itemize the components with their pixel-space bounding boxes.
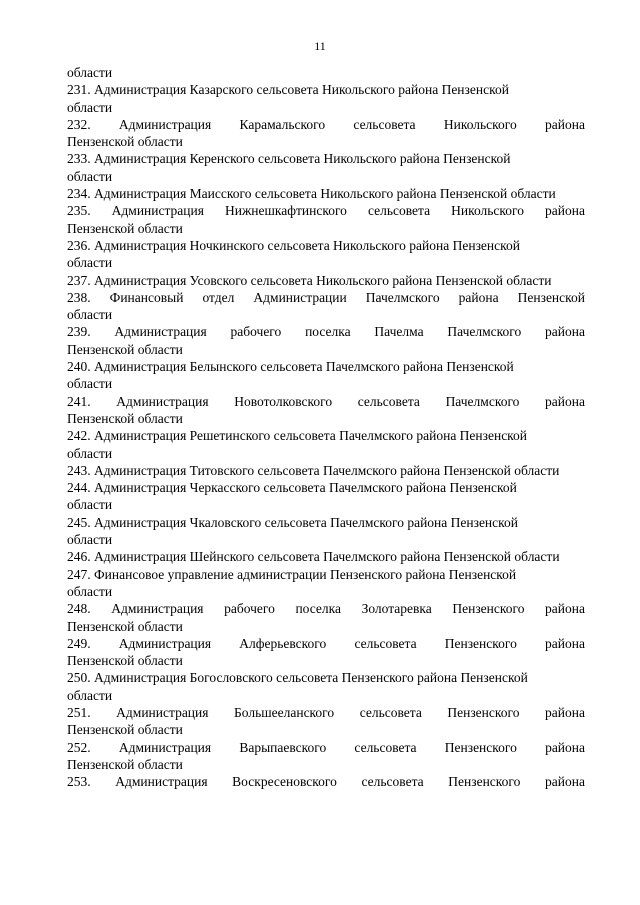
list-item-word: 252. xyxy=(67,739,91,755)
list-item-line: Пензенской области xyxy=(67,341,183,357)
list-item-word: Большееланского xyxy=(234,704,335,720)
list-item-word: рабочего xyxy=(224,601,275,617)
list-item-word: Финансовый xyxy=(109,289,184,305)
list-item-line: 250. Администрация Богословского сельсовета Пензенского района Пензенской xyxy=(67,670,528,686)
list-item-word: Новотолковского xyxy=(234,393,333,409)
list-item-word: Нижнешкафтинского xyxy=(224,203,347,219)
list-item-line: области xyxy=(67,583,113,599)
list-item-line: 237. Администрация Усовского сельсовета Никольского района Пензенской области xyxy=(67,272,552,288)
list-item-word: 249. xyxy=(67,635,91,651)
list-item-line: области xyxy=(67,376,113,392)
list-item-line: Пензенской области xyxy=(67,756,183,772)
list-item-line xyxy=(67,116,585,133)
list-item-word: Пензенского xyxy=(444,635,517,651)
list-item-line: области xyxy=(67,445,113,461)
list-item-line: Пензенской области xyxy=(67,618,183,634)
list-item-line: области xyxy=(67,687,113,703)
list-item-word: поселка xyxy=(305,324,351,340)
list-item-word: Администрация xyxy=(115,774,208,790)
list-item-line: 243. Администрация Титовского сельсовета Пачелмского района Пензенской области xyxy=(67,462,560,478)
list-item-word: 235. xyxy=(67,203,91,219)
list-item-line xyxy=(67,289,585,306)
list-item-word: сельсовета xyxy=(359,704,422,720)
list-item-word: Администрация xyxy=(118,739,212,755)
list-item-word: района xyxy=(545,203,585,219)
list-item-line: 240. Администрация Белынского сельсовета Пачелмского района Пензенской xyxy=(67,359,514,375)
list-item-line xyxy=(67,393,585,410)
list-item-line: Пензенской области xyxy=(67,722,183,738)
list-item-line xyxy=(67,600,585,617)
list-item-word: района xyxy=(545,774,585,790)
list-item-word: сельсовета xyxy=(361,774,424,790)
list-item-line xyxy=(67,202,585,219)
list-item-line: 233. Администрация Керенского сельсовета Никольского района Пензенской xyxy=(67,151,511,167)
list-item-word: 239. xyxy=(67,324,91,340)
list-item-word: Пачелма xyxy=(374,324,424,340)
list-item-word: Пачелмского xyxy=(447,324,522,340)
list-item-word: Администрации xyxy=(253,289,347,305)
list-item-word: района xyxy=(458,289,499,305)
list-item-line: Пензенской области xyxy=(67,653,183,669)
list-item-word: сельсовета xyxy=(367,203,431,219)
list-item-line: 236. Администрация Ночкинского сельсовета Никольского района Пензенской xyxy=(67,237,520,253)
list-item-word: Пачелмского xyxy=(365,289,440,305)
list-item-line xyxy=(67,323,585,340)
list-item-word: 253. xyxy=(67,774,91,790)
list-item-word: Администрация xyxy=(118,635,212,651)
list-item-word: Золотаревка xyxy=(361,601,432,617)
list-item-word: сельсовета xyxy=(354,635,417,651)
list-item-line: области xyxy=(67,168,113,184)
list-item-word: Пензенской xyxy=(517,289,585,305)
list-item-word: района xyxy=(545,116,585,132)
list-item-word: района xyxy=(545,324,585,340)
list-item-word: Пензенского xyxy=(452,601,525,617)
list-item-word: Администрация xyxy=(116,704,209,720)
list-item-word: района xyxy=(545,601,585,617)
list-item-line xyxy=(67,739,585,756)
list-item-line xyxy=(67,635,585,652)
list-item-line: 246. Администрация Шейнского сельсовета Пачелмского района Пензенской области xyxy=(67,549,560,565)
list-item-word: Алферьевского xyxy=(239,635,327,651)
list-item-word: Администрация xyxy=(116,393,209,409)
list-item-word: Пензенского xyxy=(444,739,517,755)
list-item-word: 251. xyxy=(67,704,91,720)
list-item-line xyxy=(67,704,585,721)
list-item-line: 234. Администрация Маисского сельсовета Никольского района Пензенской области xyxy=(67,186,556,202)
list-item-line: области xyxy=(67,497,113,513)
list-item-word: сельсовета xyxy=(353,116,416,132)
list-item-line: области xyxy=(67,532,113,548)
list-item-word: Администрация xyxy=(111,601,204,617)
list-item-word: Варыпаевского xyxy=(239,739,327,755)
list-item-word: Воскресеновского xyxy=(232,774,337,790)
list-item-word: сельсовета xyxy=(354,739,417,755)
list-item-word: 238. xyxy=(67,289,91,305)
list-item-line: 245. Администрация Чкаловского сельсовета Пачелмского района Пензенской xyxy=(67,514,518,530)
list-item-word: 248. xyxy=(67,601,91,617)
list-item-line: области xyxy=(67,255,113,271)
list-item-word: рабочего xyxy=(230,324,282,340)
list-item-word: района xyxy=(545,739,585,755)
list-item-line: Пензенской области xyxy=(67,220,183,236)
list-item-line: области xyxy=(67,307,113,323)
page-number: 11 xyxy=(314,39,326,53)
list-item-word: сельсовета xyxy=(357,393,420,409)
list-item-line: 242. Администрация Решетинского сельсовета Пачелмского района Пензенской xyxy=(67,428,528,444)
list-item-word: 241. xyxy=(67,393,91,409)
list-item-word: Пензенского xyxy=(448,774,521,790)
list-item-word: района xyxy=(545,704,585,720)
list-item-line xyxy=(67,773,585,790)
list-item-word: района xyxy=(545,393,585,409)
list-item-word: отдел xyxy=(202,289,235,305)
list-item-word: Карамальского xyxy=(239,116,326,132)
list-item-word: Администрация xyxy=(118,116,212,132)
list-item-word: 232. xyxy=(67,116,91,132)
document-list xyxy=(67,64,585,790)
list-item-line: Пензенской области xyxy=(67,134,183,150)
list-item-word: Пачелмского xyxy=(445,393,520,409)
list-item-word: Никольского xyxy=(451,203,524,219)
list-item-word: района xyxy=(545,635,585,651)
list-item-word: Никольского xyxy=(443,116,517,132)
list-item-line: 244. Администрация Черкасского сельсовета Пачелмского района Пензенской xyxy=(67,480,517,496)
list-item-line: Пензенской области xyxy=(67,410,183,426)
list-item-line: области xyxy=(67,65,113,80)
list-item-word: Пензенского xyxy=(447,704,520,720)
list-item-line: 247. Финансовое управление администрации Пензенского района Пензенской xyxy=(67,566,517,582)
list-item-word: Администрация xyxy=(114,324,207,340)
list-item-line: 231. Администрация Казарского сельсовета Никольского района Пензенской xyxy=(67,82,509,98)
list-item-word: Администрация xyxy=(111,203,204,219)
list-item-line: области xyxy=(67,99,113,115)
list-item-word: поселка xyxy=(295,601,341,617)
